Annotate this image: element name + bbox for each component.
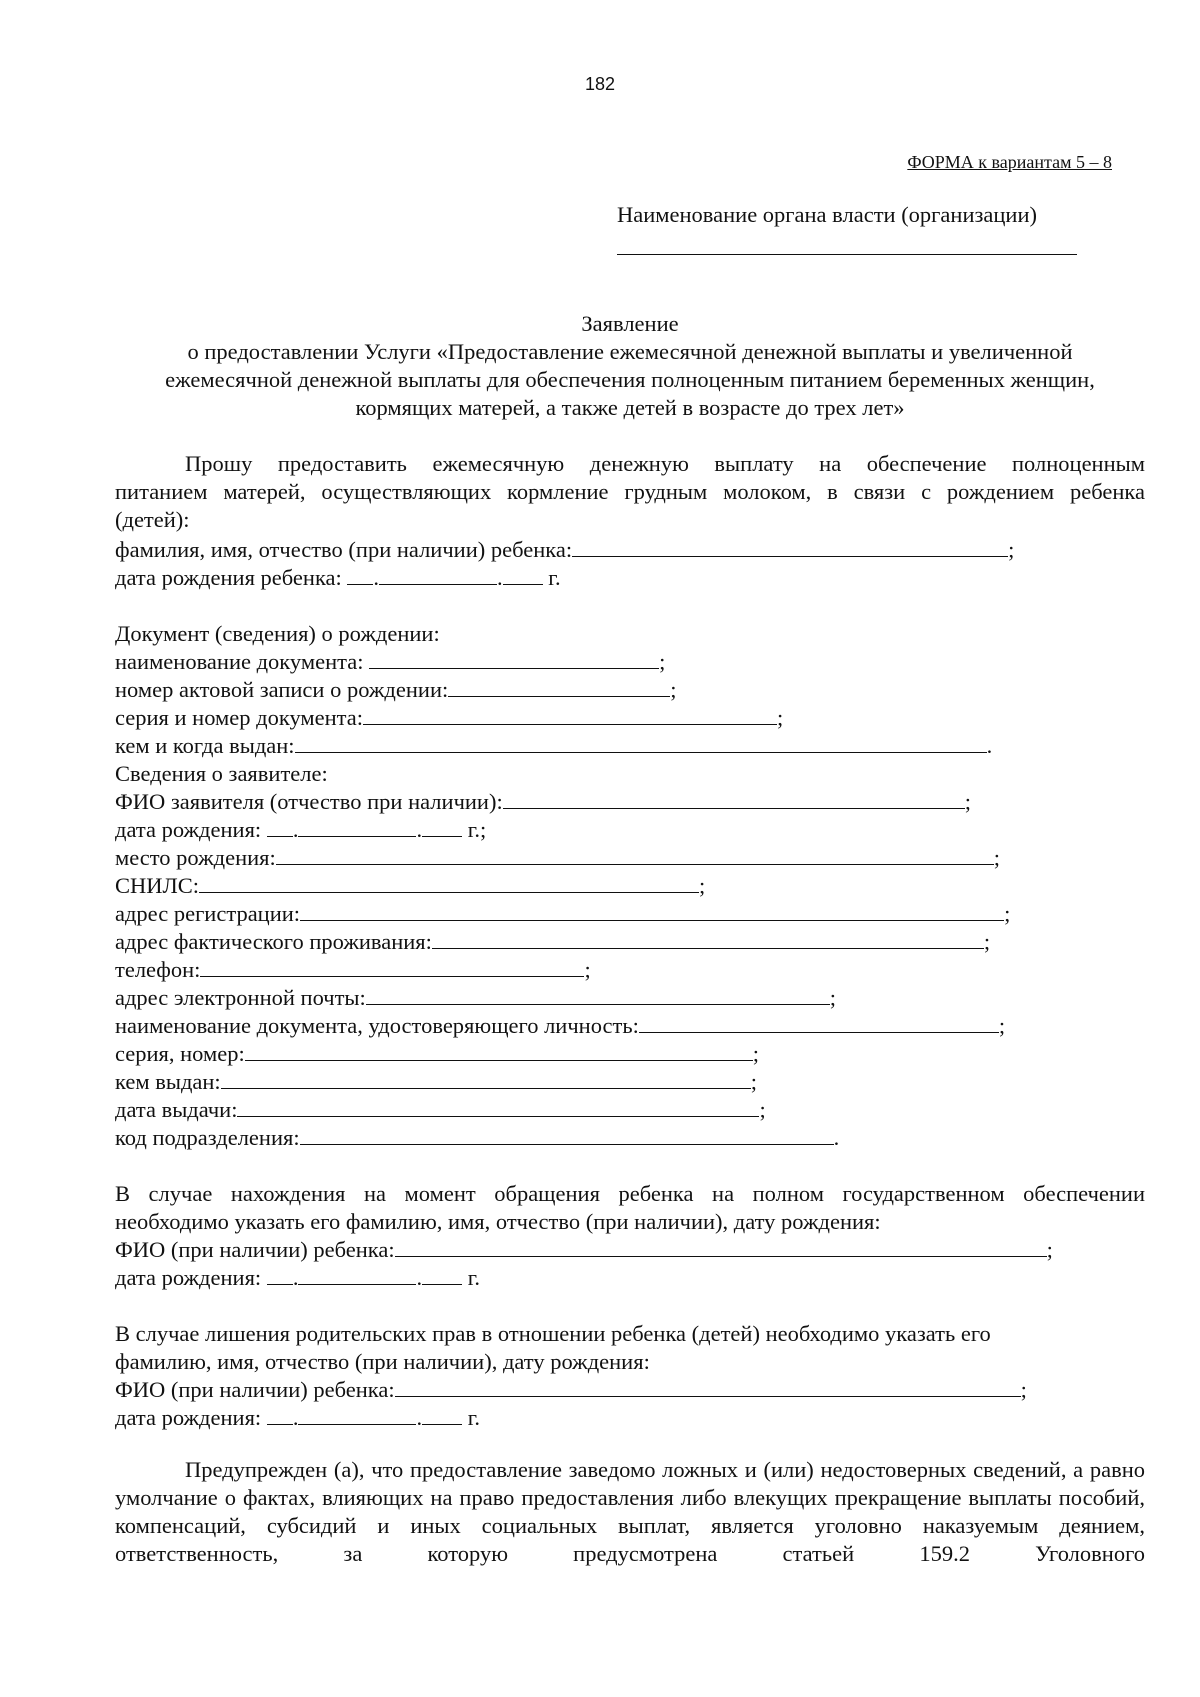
page-number: 182 — [584, 74, 616, 94]
title-line: о предоставлении Услуги «Предоставление ежемесячной денежной выплаты и увеличенной — [187, 339, 1073, 364]
applicant-id-doc-field[interactable] — [639, 1014, 999, 1033]
authority-fill-line[interactable] — [617, 254, 1077, 255]
deprivation-dob-month-field[interactable] — [298, 1406, 416, 1425]
deprivation-fio-field[interactable] — [395, 1378, 1021, 1397]
applicant-issued-by-row: кем выдан: ; — [115, 1069, 757, 1094]
applicant-phone-field[interactable] — [200, 958, 584, 977]
document-title — [115, 310, 1145, 422]
applicant-id-doc-row: наименование документа, удостоверяющего личность: ; — [115, 1013, 1006, 1038]
applicant-snils-row: СНИЛС: ; — [115, 873, 706, 898]
intro-line: Прошу предоставить ежемесячную денежную выплату на обеспечение полноценным — [185, 451, 1145, 476]
birth-record-row: номер актовой записи о рождении: ; — [115, 677, 677, 702]
warning-paragraph: Предупрежден (а), что предоставление заведомо ложных и (или) недостоверных сведений, а равно умолчание о фактах, влияющих на право предоставления либо влекущих прекращение выплаты пособий, компенсаций, субсидий и иных социальных выплат, является уголовно наказуемым деянием, ответственность, за которую предусмотрена статьей 159.2 Уголовного — [115, 1457, 1145, 1566]
state-care-fio-field[interactable] — [395, 1238, 1047, 1257]
birth-doc-issued-field[interactable] — [295, 734, 987, 753]
applicant-birthplace-field[interactable] — [276, 846, 994, 865]
birth-record-field[interactable] — [448, 678, 670, 697]
birth-doc-series-field[interactable] — [363, 706, 777, 725]
birth-doc-name-field[interactable] — [369, 650, 659, 669]
applicant-dob-row: дата рождения: . . г.; — [115, 817, 487, 842]
applicant-dob-year-field[interactable] — [422, 818, 462, 837]
applicant-fio-row: ФИО заявителя (отчество при наличии): ; — [115, 789, 971, 814]
birth-doc-issued-row: кем и когда выдан: . — [115, 733, 993, 758]
applicant-series-number-row: серия, номер: ; — [115, 1041, 759, 1066]
deprivation-dob-year-field[interactable] — [422, 1406, 462, 1425]
state-care-dob-year-field[interactable] — [422, 1266, 462, 1285]
title-line: кормящих матерей, а также детей в возрасте до трех лет» — [355, 395, 905, 420]
birth-doc-heading: Документ (сведения) о рождении: — [115, 621, 440, 646]
birth-doc-series-row: серия и номер документа: ; — [115, 705, 784, 730]
title-line: ежемесячной денежной выплаты для обеспечения полноценным питанием беременных женщин, — [165, 367, 1095, 392]
applicant-issue-date-field[interactable] — [237, 1098, 759, 1117]
title-line: Заявление — [581, 311, 679, 336]
applicant-dob-day-field[interactable] — [267, 818, 293, 837]
applicant-dept-code-row: код подразделения: . — [115, 1125, 840, 1150]
child-dob-year-field[interactable] — [503, 566, 543, 585]
child-fio-field[interactable] — [572, 538, 1008, 557]
state-care-fio-row: ФИО (при наличии) ребенка: ; — [115, 1237, 1053, 1262]
child-dob-month-field[interactable] — [379, 566, 497, 585]
applicant-snils-field[interactable] — [199, 874, 699, 893]
state-care-dob-month-field[interactable] — [298, 1266, 416, 1285]
form-caption: ФОРМА к вариантам 5 – 8 — [907, 152, 1112, 172]
applicant-reg-address-field[interactable] — [300, 902, 1004, 921]
applicant-issue-date-row: дата выдачи: ; — [115, 1097, 766, 1122]
applicant-email-row: адрес электронной почты: ; — [115, 985, 837, 1010]
applicant-actual-address-row: адрес фактического проживания: ; — [115, 929, 991, 954]
applicant-birthplace-row: место рождения: ; — [115, 845, 1001, 870]
child-dob-row: дата рождения ребенка: . . г. — [115, 565, 561, 590]
state-care-paragraph: В случае нахождения на момент обращения ребенка на полном государственном обеспечении необходимо указать его фамилию, имя, отчество (при наличии), дату рождения: — [115, 1181, 1145, 1234]
deprivation-dob-day-field[interactable] — [267, 1406, 293, 1425]
child-dob-day-field[interactable] — [347, 566, 373, 585]
intro-paragraph — [115, 450, 1145, 534]
applicant-dept-code-field[interactable] — [300, 1126, 834, 1145]
applicant-heading: Сведения о заявителе: — [115, 761, 328, 786]
deprivation-fio-row: ФИО (при наличии) ребенка: ; — [115, 1377, 1027, 1402]
applicant-fio-field[interactable] — [503, 790, 965, 809]
applicant-actual-address-field[interactable] — [432, 930, 984, 949]
child-dob-label: дата рождения ребенка: — [115, 565, 348, 590]
intro-line: (детей): — [115, 507, 190, 532]
applicant-dob-month-field[interactable] — [298, 818, 416, 837]
applicant-email-field[interactable] — [366, 986, 830, 1005]
applicant-reg-address-row: адрес регистрации: ; — [115, 901, 1011, 926]
birth-doc-name-row: наименование документа: ; — [115, 649, 666, 674]
deprivation-paragraph: В случае лишения родительских прав в отношении ребенка (детей) необходимо указать его фамилию, имя, отчество (при наличии), дату рождения: — [115, 1321, 991, 1374]
state-care-dob-row: дата рождения: . . г. — [115, 1265, 481, 1290]
applicant-phone-row: телефон: ; — [115, 957, 591, 982]
child-fio-row: фамилия, имя, отчество (при наличии) ребенка: ; — [115, 537, 1015, 562]
applicant-series-number-field[interactable] — [245, 1042, 753, 1061]
state-care-dob-day-field[interactable] — [267, 1266, 293, 1285]
authority-label: Наименование органа власти (организации) — [617, 202, 1037, 227]
deprivation-dob-row: дата рождения: . . г. — [115, 1405, 481, 1430]
intro-line: питанием матерей, осуществляющих кормление грудным молоком, в связи с рождением ребенка — [115, 479, 1145, 504]
child-fio-label: фамилия, имя, отчество (при наличии) ребенка: — [115, 537, 573, 562]
applicant-issued-by-field[interactable] — [221, 1070, 751, 1089]
